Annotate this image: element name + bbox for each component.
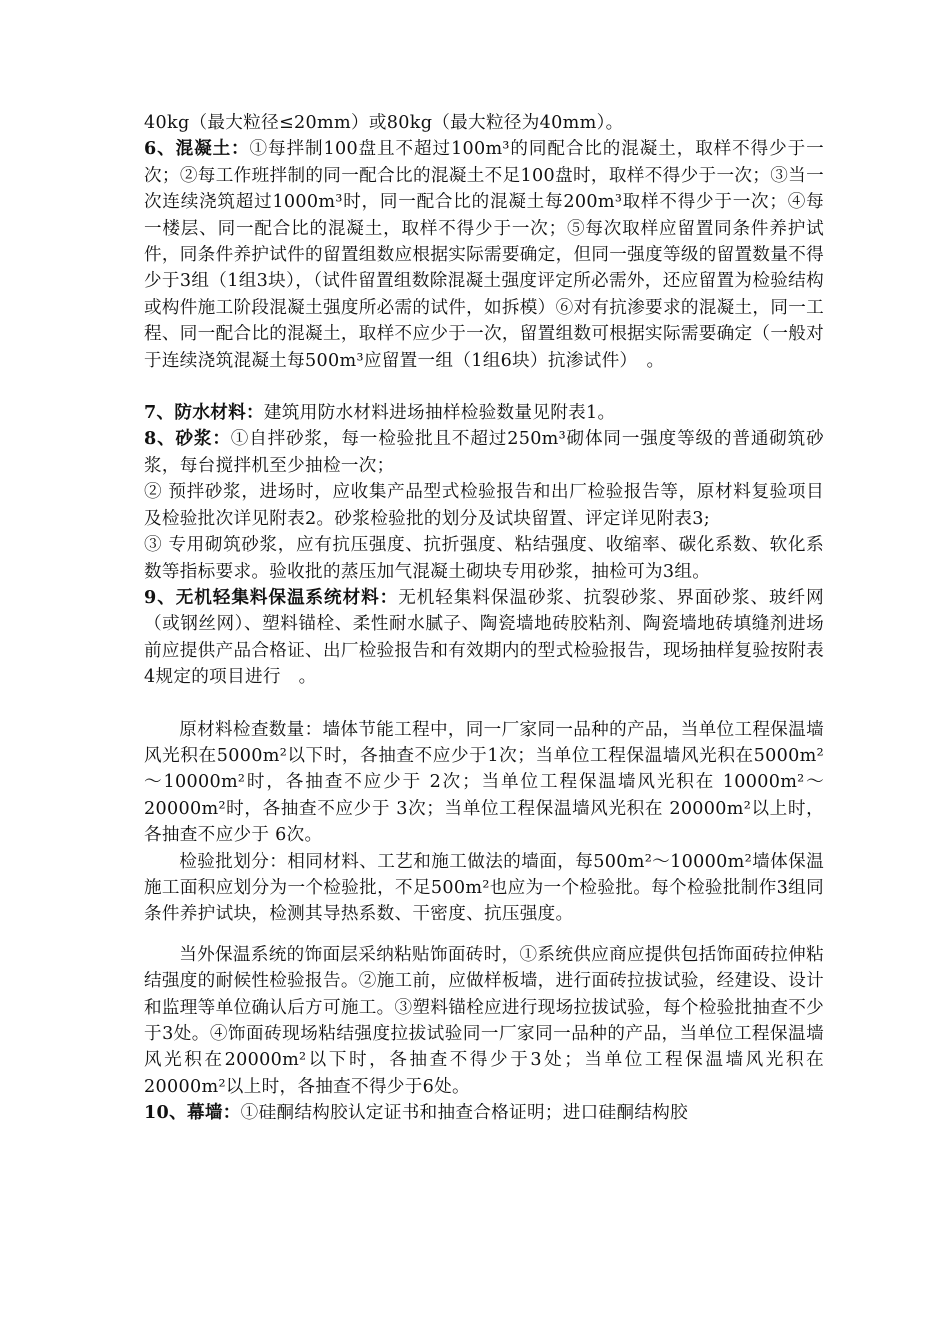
section-7-heading: 7、防水材料： xyxy=(144,402,264,424)
section-9-body: 无机轻集料保温砂浆、抗裂砂浆、界面砂浆、玻纤网（或钢丝网）、塑料锚栓、柔性耐水腻子、陶瓷墙地砖胶粘剂、陶瓷墙地砖填缝剂进场前应提供产品合格证、出厂检验报告和有效期内的型式检验报告，现场抽样复验按附表4规定的项目进行 。 xyxy=(144,587,824,688)
paragraph-gap xyxy=(144,691,824,717)
section-7-body: 建筑用防水材料进场抽样检验数量见附表1。 xyxy=(263,403,616,424)
paragraph-gap xyxy=(144,374,824,400)
section-9-insulation xyxy=(144,585,824,691)
section-8-item-3: ③ 专用砌筑砂浆，应有抗压强度、抗折强度、粘结强度、收缩率、碳化系数、软化系数等指标要求。验收批的蒸压加气混凝土砌块专用砂浆，抽检可为3组。 xyxy=(144,535,824,582)
paragraph-continuation: 40kg（最大粒径≤20mm）或80kg（最大粒径为40mm）。 xyxy=(144,113,624,133)
section-8-item-2: ② 预拌砂浆，进场时，应收集产品型式检验报告和出厂检验报告等，原材料复验项目及检验批次详见附表2。砂浆检验批的划分及试块留置、评定详见附表3; xyxy=(144,482,824,529)
section-8-heading: 8、砂浆： xyxy=(144,428,231,450)
paragraph-gap xyxy=(144,928,824,942)
document-page xyxy=(144,110,824,1127)
section-6-heading: 6、混凝土： xyxy=(144,138,250,160)
section-7-waterproof xyxy=(144,400,824,426)
section-9-paragraph-3: 当外保温系统的饰面层采纳粘贴饰面砖时，①系统供应商应提供包括饰面砖拉伸粘结强度的耐候性检验报告。②施工前，应做样板墙，进行面砖拉拔试验，经建设、设计和监理等单位确认后方可施工。③塑料锚栓应进行现场拉拔试验，每个检验批抽查不少于3处。④饰面砖现场粘结强度拉拔试验同一厂家同一品种的产品，当单位工程保温墙风光积在20000m²以下时，各抽查不得少于3处；当单位工程保温墙风光积在20000m²以上时，各抽查不得少于6处。 xyxy=(144,944,824,1097)
section-9-heading: 9、无机轻集料保温系统材料： xyxy=(144,586,399,608)
section-10-body: ①硅酮结构胶认定证书和抽查合格证明；进口硅酮结构胶 xyxy=(240,1103,689,1124)
section-6-concrete xyxy=(144,136,824,374)
section-10-heading: 10、幕墙： xyxy=(144,1102,241,1124)
section-8-mortar xyxy=(144,426,824,479)
section-10-curtain-wall xyxy=(144,1100,824,1126)
section-9-paragraph-2: 检验批划分：相同材料、工艺和施工做法的墙面，每500m²～10000m²墙体保温施工面积应划分为一个检验批，不足500m²也应为一个检验批。每个检验批制作3组同条件养护试块，检测其导热系数、干密度、抗压强度。 xyxy=(144,851,824,925)
section-8-body-1: ①自拌砂浆，每一检验批且不超过250m³砌体同一强度等级的普通砌筑砂浆，每台搅拌机至少抽检一次； xyxy=(144,429,824,476)
section-9-paragraph-1: 原材料检查数量：墙体节能工程中，同一厂家同一品种的产品，当单位工程保温墙风光积在5000m²以下时，各抽查不应少于1次；当单位工程保温墙风光积在5000m²～10000m²时，各抽查不应少于 2次；当单位工程保温墙风光积在 10000m²～20000m²时，各抽查不应少于 3次；当单位工程保温墙风光积在 20000m²以上时，各抽查不应少于 6次。 xyxy=(144,719,824,846)
section-6-body: ①每拌制100盘且不超过100m³的同配合比的混凝土，取样不得少于一次；②每工作班拌制的同一配合比的混凝土不足100盘时，取样不得少于一次；③当一次连续浇筑超过1000m³时，同一配合比的混凝土每200m³取样不得少于一次；④每一楼层、同一配合比的混凝土，取样不得少于一次；⑤每次取样应留置同条件养护试件，同条件养护试件的留置组数应根据实际需要确定，但同一强度等级的留置数量不得少于3组（1组3块），（试件留置组数除混凝土强度评定所必需外，还应留置为检验结构或构件施工阶段混凝土强度所必需的试件，如拆模）⑥对有抗渗要求的混凝土，同一工程、同一配合比的混凝土，取样不应少于一次，留置组数可根据实际需要确定（一般对于连续浇筑混凝土每500m³应留置一组（1组6块）抗渗试件） 。 xyxy=(144,139,824,371)
